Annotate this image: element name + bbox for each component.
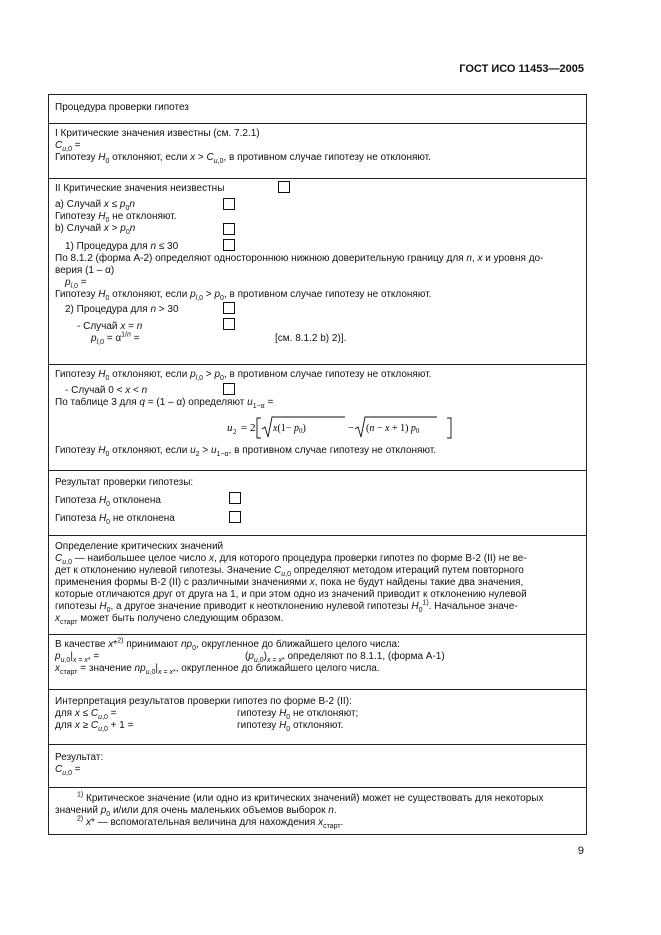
svg-text:(n − x + 1) p0: (n − x + 1) $p_0$	[366, 423, 420, 435]
case-b: b) Случай $x > p_0n$	[55, 223, 580, 235]
definition-line2: дет к отклонению нулевой гипотезы. Значение $C_{u,0}$ определяют методом итераций путем повторного	[55, 565, 524, 578]
case-a: а) Случай $x \le p_0n$	[55, 199, 580, 211]
case-0-x-n-checkbox[interactable]	[223, 383, 235, 395]
u2-rule: Гипотезу $H_0$ отклоняют, если $u_2 > u_{1-\alpha}$, в противном случае гипотезу не отклоняют.	[55, 445, 437, 458]
known-heading: I Критические значения известны (см. 7.2.1)	[55, 128, 260, 139]
definition-line3: применения формы В-2 (II) с различными значениями x, пока не будут найдены такие два значения,	[55, 577, 524, 588]
final-result-box	[48, 744, 587, 787]
final-heading: Результат:	[55, 752, 104, 763]
case-a-checkbox[interactable]	[223, 198, 235, 210]
case-x-eq-n: - Случай x = n	[55, 321, 580, 333]
known-rule: Гипотезу $H_0$ отклоняют, если $x > C_{u,0}$, в противном случае гипотезу не отклоняют.	[55, 152, 431, 165]
pl0-alpha: $p_{l,0} = \alpha^{1/n}$ = [см. 8.1.2 b) 2)].	[91, 331, 347, 346]
cont-rule: Гипотезу $H_0$ отклоняют, если $p_{l,0} > p_0$, в противном случае гипотезу не отклоняют.	[55, 369, 432, 382]
result-heading: Результат проверки гипотезы:	[55, 477, 194, 488]
standard-header: ГОСТ ИСО 11453—2005	[459, 63, 584, 75]
svg-text:= 2: = 2	[241, 422, 256, 434]
p812-line1: По 8.1.2 (форма А-2) определяют одностороннюю нижнюю доверительную границу для n, x и уровня до-	[55, 253, 544, 264]
p812-line2: верия (1 – α)	[55, 265, 115, 276]
case-0-x-n: - Случай 0 < x < n	[55, 385, 580, 397]
definition-heading: Определение критических значений	[55, 541, 224, 552]
procedure-2-checkbox[interactable]	[223, 302, 235, 314]
interpretation-box	[48, 689, 587, 744]
case-a-rule: Гипотезу $H_0$ не отклоняют.	[55, 211, 177, 224]
table3-line: По таблице 3 для q = (1 – α) определяют $u_{1-\alpha}$ =	[55, 397, 274, 410]
definition-line4: которые отличаются друг от друга на 1, и при этом одно из значений приводит к отклонению нулевой	[55, 589, 527, 600]
interp-row1: для $x \le C_{u,0}$ = гипотезу $H_0$ не отклоняют;	[55, 708, 359, 721]
definition-box	[48, 535, 587, 634]
cu0-line: $C_{u,0}$ =	[55, 140, 81, 153]
start-line1: В качестве x*$^{2)}$ принимают $np_0$, округленное до ближайшего целого числа:	[55, 637, 400, 652]
pl0-line: $p_{l,0}$ =	[65, 277, 87, 290]
interp-row2: для $x \ge C_{u,0} + 1$ = гипотезу $H_0$ отклоняют.	[55, 720, 344, 733]
footnote-2: $^{2)}$ x* — вспомогательная величина для нахождения $x_{старт}$.	[77, 815, 344, 830]
svg-text:−: −	[348, 422, 355, 434]
svg-text:x(1− p0): $x(1- p_0)$	[273, 423, 306, 435]
definition-line1: $C_{u,0}$ — наибольшее целое число x, для которого процедура проверки гипотез по форме В-2 (II) не ве-	[55, 553, 527, 566]
unknown-heading: II Критические значения неизвестны	[55, 183, 580, 195]
definition-line5: гипотезы $H_0$, а другое значение приводит к неотклонению нулевой гипотезы $H_0^{1)}$. Начальное значе-	[55, 599, 518, 614]
start-line2: $p_{u,0}|_{x = x*}$ = $(p_{u,0})_{x = x*}$ определяют по 8.1.1, (форма А-1)	[55, 651, 445, 664]
title-box	[48, 94, 587, 123]
hypothesis-form	[48, 94, 587, 835]
start-value-box	[48, 634, 587, 689]
continuation-box	[48, 364, 587, 470]
procedure-2: 2) Процедура для n > 30	[55, 304, 580, 316]
result-box	[48, 470, 587, 535]
footnote-1b: значений $p_0$ и/или для очень маленьких объемов выборок n.	[55, 805, 337, 818]
case-b-checkbox[interactable]	[223, 223, 235, 235]
footnotes	[48, 787, 587, 835]
result-rejected: Гипотеза $H_0$ отклонена	[55, 495, 580, 507]
unknown-checkbox[interactable]	[278, 181, 290, 193]
svg-text:2: 2	[233, 428, 237, 436]
final-cu0: $C_{u,0}$ =	[55, 764, 81, 777]
footnote-1: $^{1)}$ Критическое значение (или одно из критических значений) может не существовать для некоторых	[77, 791, 544, 804]
result-not-rejected-checkbox[interactable]	[229, 511, 241, 523]
interp-heading: Интерпретация результатов проверки гипотез по форме В-2 (II):	[55, 696, 352, 707]
u2-formula	[55, 415, 580, 441]
definition-line6: $x_{старт}$ может быть получено следующим образом.	[55, 613, 284, 626]
procedure-1-checkbox[interactable]	[223, 239, 235, 251]
case-x-eq-n-checkbox[interactable]	[223, 318, 235, 330]
result-not-rejected: Гипотеза $H_0$ не отклонена	[55, 513, 580, 525]
start-line3: $x_{старт}$ = значение $np_{u,0}|_{x = x*}$, округленное до ближайшего целого числа.	[55, 663, 380, 676]
unknown-values-box	[48, 178, 587, 364]
pl0-rule: Гипотезу $H_0$ отклоняют, если $p_{l,0} > p_0$, в противном случае гипотезу не отклоняют.	[55, 289, 432, 302]
u2-formula-graphic	[227, 415, 457, 441]
result-rejected-checkbox[interactable]	[229, 492, 241, 504]
page-number: 9	[577, 845, 584, 857]
form-title: Процедура проверки гипотез	[55, 102, 189, 113]
known-values-box	[48, 123, 587, 178]
svg-text:u: u	[227, 422, 233, 434]
procedure-1: 1) Процедура для n ≤ 30	[55, 241, 580, 253]
